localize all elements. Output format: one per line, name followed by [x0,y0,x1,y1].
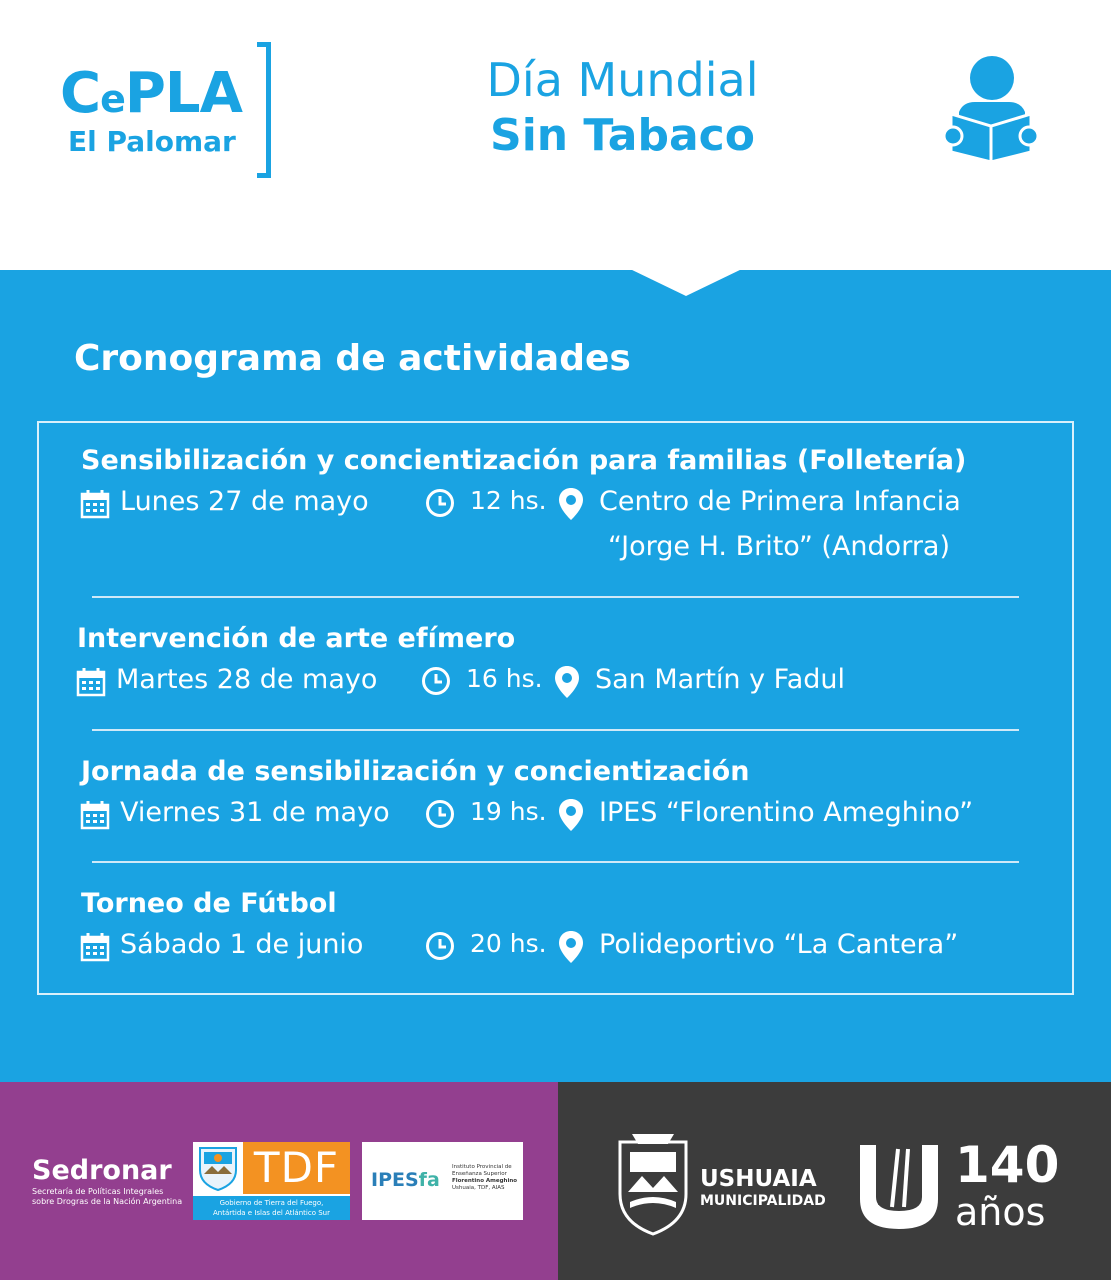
event-place: Centro de Primera Infancia [599,486,961,517]
logo-subtitle: El Palomar [68,125,236,158]
anniversary-word: años [955,1190,1046,1234]
event-place: San Martín y Fadul [595,664,846,695]
event-date: Viernes 31 de mayo [120,797,390,828]
event-place-line2: “Jorge H. Brito” (Andorra) [608,531,951,562]
ushuaia-name: USHUAIA [700,1166,817,1192]
ushuaia-shield-icon [612,1130,694,1242]
sedronar-name: Sedronar [32,1155,172,1186]
ushuaia-subtitle: MUNICIPALIDAD [700,1193,826,1209]
anniversary-u-icon [858,1145,940,1233]
ipes-text-4: Ushuaia, TDF, AIAS [452,1185,505,1191]
tdf-logo [193,1142,350,1220]
sedronar-logo [32,1155,182,1207]
clock-icon [425,488,455,522]
anniversary-number: 140 [955,1136,1060,1194]
sedronar-subtitle-1: Secretaría de Políticas Integrales [32,1187,164,1196]
section-title: Cronograma de actividades [74,338,631,379]
event-time: 19 hs. [470,797,547,826]
event-date: Sábado 1 de junio [120,929,364,960]
event-date: Martes 28 de mayo [116,664,378,695]
logo-wordmark: CePLA [60,61,242,126]
title-line-2: Sin Tabaco [490,110,755,161]
event-title: Torneo de Fútbol [81,888,337,919]
ipes-logo [362,1142,523,1220]
event-title: Intervención de arte efímero [77,623,516,654]
event-place: IPES “Florentino Ameghino” [599,797,974,828]
clock-icon [425,799,455,833]
event-time: 16 hs. [466,664,543,693]
logo-bracket [257,42,271,178]
divider [92,729,1019,731]
calendar-icon [80,489,110,523]
clock-icon [425,931,455,965]
ipes-text-2: Enseñanza Superior [452,1171,507,1177]
event-date: Lunes 27 de mayo [120,486,369,517]
tdf-caption-1: Gobierno de Tierra del Fuego, [219,1199,324,1207]
divider [92,861,1019,863]
calendar-icon [80,800,110,834]
ipes-text-3: Florentino Ameghino [452,1178,518,1184]
location-pin-icon [557,486,585,526]
event-place: Polideportivo “La Cantera” [599,929,959,960]
clock-icon [421,666,451,700]
reader-icon [945,52,1037,168]
calendar-icon [80,932,110,966]
page-title [440,52,805,164]
location-pin-icon [553,664,581,704]
tdf-shield-icon [196,1144,240,1192]
event-title: Sensibilización y concientización para familias (Folletería) [81,445,967,476]
header-notch [628,268,744,296]
event-time: 12 hs. [470,486,547,515]
ipes-text-1: Instituto Provincial de [452,1164,512,1170]
calendar-icon [76,667,106,701]
tdf-caption [193,1196,350,1220]
event-title: Jornada de sensibilización y concientización [81,756,750,787]
header [0,0,1111,270]
cepla-logo [60,42,275,182]
location-pin-icon [557,929,585,969]
location-pin-icon [557,797,585,837]
ipes-wordmark: IPESfa [371,1169,440,1191]
tdf-caption-2: Antártida e Islas del Atlántico Sur [213,1209,330,1217]
event-time: 20 hs. [470,929,547,958]
ipes-description [452,1164,520,1192]
title-line-1: Día Mundial [486,53,759,107]
sedronar-subtitle-2: sobre Drogras de la Nación Argentina [32,1197,183,1206]
tdf-label: TDF [243,1142,350,1194]
divider [92,596,1019,598]
